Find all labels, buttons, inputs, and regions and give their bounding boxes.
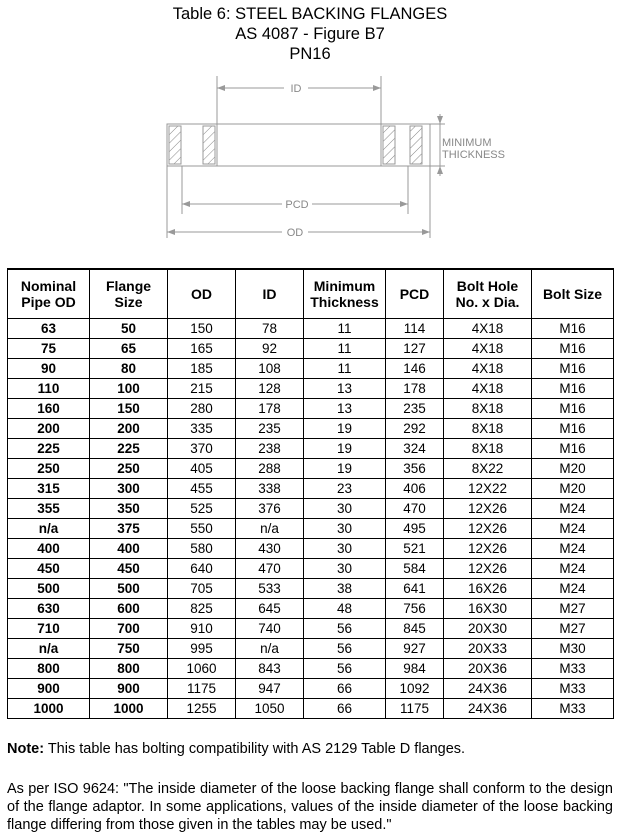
cell-bolt-hole: 24X36 xyxy=(444,679,532,699)
cell-pcd: 756 xyxy=(386,599,444,619)
cell-bolt-size: M24 xyxy=(532,539,614,559)
header-text: Flange xyxy=(105,278,152,294)
cell-pcd: 324 xyxy=(386,439,444,459)
cell-id: 376 xyxy=(236,499,304,519)
cell-bolt-hole: 24X36 xyxy=(444,699,532,719)
cell-bolt-size: M16 xyxy=(532,419,614,439)
table-body xyxy=(8,319,614,719)
cell-flange-size: 800 xyxy=(90,659,168,679)
cell-flange-size: 500 xyxy=(90,579,168,599)
cell-od: 165 xyxy=(168,339,236,359)
cell-bolt-hole: 4X18 xyxy=(444,379,532,399)
table-row xyxy=(8,439,614,459)
cell-id: 78 xyxy=(236,319,304,339)
cell-od: 1175 xyxy=(168,679,236,699)
cell-bolt-hole: 16X30 xyxy=(444,599,532,619)
cell-minimum-thickness: 11 xyxy=(304,339,386,359)
cell-flange-size: 65 xyxy=(90,339,168,359)
cell-minimum-thickness: 56 xyxy=(304,619,386,639)
cell-id: n/a xyxy=(236,639,304,659)
table-row xyxy=(8,359,614,379)
cell-minimum-thickness: 66 xyxy=(304,699,386,719)
cell-minimum-thickness: 23 xyxy=(304,479,386,499)
cell-bolt-size: M33 xyxy=(532,679,614,699)
cell-pcd: 495 xyxy=(386,519,444,539)
cell-od: 640 xyxy=(168,559,236,579)
cell-bolt-hole: 8X22 xyxy=(444,459,532,479)
cell-nominal-pipe-od: 160 xyxy=(8,399,90,419)
cell-nominal-pipe-od: n/a xyxy=(8,639,90,659)
cell-flange-size: 150 xyxy=(90,399,168,419)
cell-pcd: 114 xyxy=(386,319,444,339)
cell-minimum-thickness: 11 xyxy=(304,319,386,339)
cell-minimum-thickness: 30 xyxy=(304,519,386,539)
cell-bolt-size: M30 xyxy=(532,639,614,659)
cell-nominal-pipe-od: 75 xyxy=(8,339,90,359)
cell-flange-size: 350 xyxy=(90,499,168,519)
cell-flange-size: 375 xyxy=(90,519,168,539)
cell-id: 235 xyxy=(236,419,304,439)
cell-minimum-thickness: 19 xyxy=(304,459,386,479)
cell-bolt-hole: 12X26 xyxy=(444,539,532,559)
thickness-label-line-1: MINIMUM xyxy=(442,137,492,149)
cell-nominal-pipe-od: 110 xyxy=(8,379,90,399)
note-text: This table has bolting compatibility with AS 2129 Table D flanges. xyxy=(44,741,466,757)
cell-bolt-hole: 20X33 xyxy=(444,639,532,659)
cell-flange-size: 750 xyxy=(90,639,168,659)
cell-flange-size: 225 xyxy=(90,439,168,459)
od-label: OD xyxy=(286,227,304,239)
table-row xyxy=(8,599,614,619)
cell-bolt-size: M16 xyxy=(532,439,614,459)
cell-pcd: 292 xyxy=(386,419,444,439)
cell-pcd: 521 xyxy=(386,539,444,559)
cell-id: 178 xyxy=(236,399,304,419)
cell-bolt-hole: 12X26 xyxy=(444,499,532,519)
header-bolt-size xyxy=(532,269,614,319)
cell-id: 430 xyxy=(236,539,304,559)
table-row xyxy=(8,339,614,359)
bolt-hole-section-left-outer xyxy=(169,126,181,164)
cell-bolt-hole: 20X36 xyxy=(444,659,532,679)
cell-flange-size: 200 xyxy=(90,419,168,439)
cell-pcd: 146 xyxy=(386,359,444,379)
cell-minimum-thickness: 56 xyxy=(304,639,386,659)
cell-od: 580 xyxy=(168,539,236,559)
cell-pcd: 1092 xyxy=(386,679,444,699)
table-row xyxy=(8,539,614,559)
table-row xyxy=(8,479,614,499)
cell-bolt-size: M24 xyxy=(532,559,614,579)
table-row xyxy=(8,399,614,419)
cell-bolt-size: M16 xyxy=(532,339,614,359)
cell-bolt-size: M16 xyxy=(532,319,614,339)
cell-minimum-thickness: 30 xyxy=(304,539,386,559)
cell-nominal-pipe-od: 225 xyxy=(8,439,90,459)
header-id xyxy=(236,269,304,319)
thickness-label-line-2: THICKNESS xyxy=(442,149,505,161)
table-row xyxy=(8,559,614,579)
cell-flange-size: 80 xyxy=(90,359,168,379)
cell-minimum-thickness: 56 xyxy=(304,659,386,679)
cell-minimum-thickness: 19 xyxy=(304,439,386,459)
flange-table xyxy=(7,268,614,719)
header-text: ID xyxy=(262,286,277,302)
header-flange-size xyxy=(90,269,168,319)
table-row xyxy=(8,319,614,339)
table-row xyxy=(8,679,614,699)
table-row xyxy=(8,579,614,599)
table-row xyxy=(8,699,614,719)
cell-flange-size: 1000 xyxy=(90,699,168,719)
table-row xyxy=(8,459,614,479)
cell-minimum-thickness: 30 xyxy=(304,499,386,519)
header-text: No. x Dia. xyxy=(455,294,520,310)
cell-flange-size: 250 xyxy=(90,459,168,479)
cell-pcd: 127 xyxy=(386,339,444,359)
cell-bolt-hole: 16X26 xyxy=(444,579,532,599)
cell-pcd: 584 xyxy=(386,559,444,579)
cell-od: 215 xyxy=(168,379,236,399)
cell-id: n/a xyxy=(236,519,304,539)
cell-flange-size: 300 xyxy=(90,479,168,499)
table-row xyxy=(8,499,614,519)
cell-nominal-pipe-od: 800 xyxy=(8,659,90,679)
cell-pcd: 406 xyxy=(386,479,444,499)
header-od xyxy=(168,269,236,319)
cell-id: 645 xyxy=(236,599,304,619)
title-line-3: PN16 xyxy=(289,45,331,63)
cell-id: 338 xyxy=(236,479,304,499)
cell-od: 995 xyxy=(168,639,236,659)
cell-bolt-size: M27 xyxy=(532,619,614,639)
cell-minimum-thickness: 11 xyxy=(304,359,386,379)
cell-id: 128 xyxy=(236,379,304,399)
cell-bolt-size: M27 xyxy=(532,599,614,619)
cell-nominal-pipe-od: 200 xyxy=(8,419,90,439)
cell-nominal-pipe-od: 900 xyxy=(8,679,90,699)
iso-note: As per ISO 9624: "The inside diameter of the loose backing flange shall conform to the design of the flange adaptor. In some applications, values of the inside diameter of the loose backing flange differing from those given in the tables may be used." xyxy=(7,781,613,833)
cell-pcd: 235 xyxy=(386,399,444,419)
cell-od: 825 xyxy=(168,599,236,619)
cell-pcd: 927 xyxy=(386,639,444,659)
cell-bolt-hole: 4X18 xyxy=(444,359,532,379)
table-row xyxy=(8,619,614,639)
cell-minimum-thickness: 38 xyxy=(304,579,386,599)
cell-pcd: 845 xyxy=(386,619,444,639)
cell-od: 705 xyxy=(168,579,236,599)
header-text: Bolt Size xyxy=(542,286,603,302)
cell-id: 288 xyxy=(236,459,304,479)
cell-nominal-pipe-od: 450 xyxy=(8,559,90,579)
cell-pcd: 178 xyxy=(386,379,444,399)
cell-flange-size: 700 xyxy=(90,619,168,639)
title-line-2: AS 4087 - Figure B7 xyxy=(235,25,385,43)
cell-bolt-size: M33 xyxy=(532,659,614,679)
header-text: OD xyxy=(191,286,212,302)
cell-nominal-pipe-od: 315 xyxy=(8,479,90,499)
cell-bolt-size: M24 xyxy=(532,499,614,519)
cell-bolt-size: M16 xyxy=(532,359,614,379)
cell-nominal-pipe-od: 355 xyxy=(8,499,90,519)
cell-bolt-hole: 4X18 xyxy=(444,319,532,339)
cell-flange-size: 450 xyxy=(90,559,168,579)
cell-bolt-size: M33 xyxy=(532,699,614,719)
cell-flange-size: 900 xyxy=(90,679,168,699)
cell-nominal-pipe-od: 400 xyxy=(8,539,90,559)
cell-id: 843 xyxy=(236,659,304,679)
header-nominal-pipe-od xyxy=(8,269,90,319)
cell-od: 455 xyxy=(168,479,236,499)
cell-od: 405 xyxy=(168,459,236,479)
cell-bolt-hole: 8X18 xyxy=(444,399,532,419)
cell-bolt-hole: 12X22 xyxy=(444,479,532,499)
cell-od: 1060 xyxy=(168,659,236,679)
cell-od: 550 xyxy=(168,519,236,539)
cell-od: 185 xyxy=(168,359,236,379)
cell-pcd: 356 xyxy=(386,459,444,479)
cell-od: 335 xyxy=(168,419,236,439)
cell-od: 150 xyxy=(168,319,236,339)
table-row xyxy=(8,379,614,399)
note-label: Note: xyxy=(7,741,45,757)
table-row xyxy=(8,639,614,659)
cell-od: 370 xyxy=(168,439,236,459)
cell-bolt-hole: 8X18 xyxy=(444,419,532,439)
cell-pcd: 641 xyxy=(386,579,444,599)
title-line-1: Table 6: STEEL BACKING FLANGES xyxy=(172,5,448,23)
cell-od: 280 xyxy=(168,399,236,419)
cell-nominal-pipe-od: n/a xyxy=(8,519,90,539)
cell-nominal-pipe-od: 500 xyxy=(8,579,90,599)
cell-nominal-pipe-od: 710 xyxy=(8,619,90,639)
bolt-hole-section-right-inner xyxy=(383,126,395,164)
table-row xyxy=(8,659,614,679)
cell-pcd: 984 xyxy=(386,659,444,679)
cell-minimum-thickness: 30 xyxy=(304,559,386,579)
cell-minimum-thickness: 19 xyxy=(304,419,386,439)
header-text: Thickness xyxy=(310,294,379,310)
cell-minimum-thickness: 13 xyxy=(304,379,386,399)
table-row xyxy=(8,519,614,539)
cell-pcd: 470 xyxy=(386,499,444,519)
cell-id: 1050 xyxy=(236,699,304,719)
cell-bolt-size: M20 xyxy=(532,459,614,479)
cell-flange-size: 100 xyxy=(90,379,168,399)
header-text: Minimum xyxy=(313,278,376,294)
cell-od: 910 xyxy=(168,619,236,639)
header-text: Bolt Hole xyxy=(456,278,519,294)
cell-minimum-thickness: 48 xyxy=(304,599,386,619)
cell-nominal-pipe-od: 90 xyxy=(8,359,90,379)
cell-bolt-hole: 4X18 xyxy=(444,339,532,359)
bolt-hole-section-left-inner xyxy=(203,126,215,164)
cell-minimum-thickness: 66 xyxy=(304,679,386,699)
header-text: Pipe OD xyxy=(21,294,76,310)
cell-od: 1255 xyxy=(168,699,236,719)
flange-diagram xyxy=(0,66,620,246)
cell-bolt-size: M24 xyxy=(532,579,614,599)
header-pcd xyxy=(386,269,444,319)
cell-nominal-pipe-od: 630 xyxy=(8,599,90,619)
cell-bolt-hole: 20X30 xyxy=(444,619,532,639)
cell-flange-size: 400 xyxy=(90,539,168,559)
cell-id: 740 xyxy=(236,619,304,639)
bolt-hole-section-right-outer xyxy=(410,126,422,164)
cell-nominal-pipe-od: 1000 xyxy=(8,699,90,719)
cell-od: 525 xyxy=(168,499,236,519)
cell-bolt-hole: 12X26 xyxy=(444,519,532,539)
cell-bolt-hole: 8X18 xyxy=(444,439,532,459)
cell-id: 470 xyxy=(236,559,304,579)
cell-id: 92 xyxy=(236,339,304,359)
table-header-row xyxy=(8,269,614,319)
table-row xyxy=(8,419,614,439)
cell-flange-size: 600 xyxy=(90,599,168,619)
cell-id: 238 xyxy=(236,439,304,459)
cell-id: 947 xyxy=(236,679,304,699)
id-label: ID xyxy=(290,83,302,95)
cell-id: 108 xyxy=(236,359,304,379)
cell-flange-size: 50 xyxy=(90,319,168,339)
cell-bolt-size: M20 xyxy=(532,479,614,499)
cell-nominal-pipe-od: 250 xyxy=(8,459,90,479)
header-bolt-hole xyxy=(444,269,532,319)
cell-bolt-size: M24 xyxy=(532,519,614,539)
pcd-label: PCD xyxy=(285,199,309,211)
compatibility-note xyxy=(7,740,613,758)
header-text: Nominal xyxy=(20,278,77,294)
cell-bolt-size: M16 xyxy=(532,399,614,419)
cell-minimum-thickness: 13 xyxy=(304,399,386,419)
cell-bolt-hole: 12X26 xyxy=(444,559,532,579)
cell-pcd: 1175 xyxy=(386,699,444,719)
cell-nominal-pipe-od: 63 xyxy=(8,319,90,339)
cell-id: 533 xyxy=(236,579,304,599)
header-minimum-thickness xyxy=(304,269,386,319)
header-text: Size xyxy=(114,294,143,310)
cell-bolt-size: M16 xyxy=(532,379,614,399)
header-text: PCD xyxy=(399,286,430,302)
